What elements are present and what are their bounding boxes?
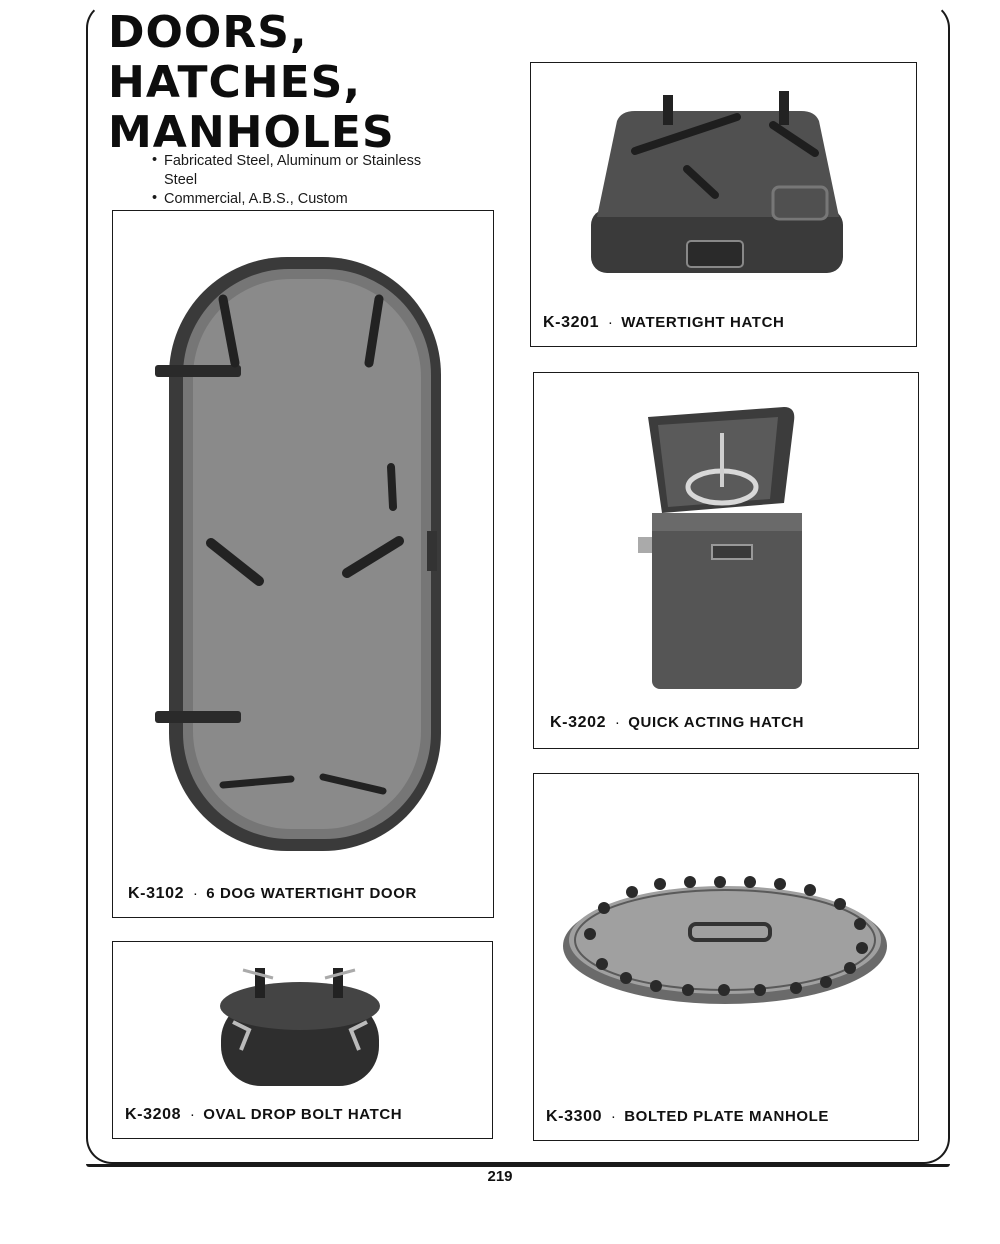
watertight-door-photo xyxy=(151,251,451,861)
product-code: K-3202 xyxy=(550,714,607,731)
product-panel-door xyxy=(112,210,494,918)
watertight-hatch-photo xyxy=(587,91,847,281)
product-code: K-3201 xyxy=(543,314,600,331)
bolted-plate-manhole-photo xyxy=(560,874,890,1008)
product-name: BOLTED PLATE MANHOLE xyxy=(624,1108,830,1125)
product-caption xyxy=(550,714,804,732)
quick-acting-hatch-photo xyxy=(638,403,808,693)
title-line: MANHOLES xyxy=(108,107,395,158)
product-name: QUICK ACTING HATCH xyxy=(628,714,805,731)
product-caption xyxy=(543,314,784,332)
product-caption xyxy=(546,1108,829,1126)
product-panel-watertight-hatch xyxy=(530,62,917,347)
page-number: 219 xyxy=(487,1168,513,1185)
caption-separator: · xyxy=(189,1106,196,1123)
feature-item: • Fabricated Steel, Aluminum or Stainless xyxy=(152,152,421,171)
caption-separator: · xyxy=(614,714,621,731)
caption-separator: · xyxy=(607,314,614,331)
product-caption xyxy=(128,885,417,903)
product-caption xyxy=(125,1106,402,1124)
product-code: K-3102 xyxy=(128,885,185,902)
oval-drop-bolt-hatch-photo xyxy=(215,962,385,1090)
product-panel-quick-acting-hatch xyxy=(533,372,919,749)
product-panel-oval-drop-bolt-hatch xyxy=(112,941,493,1139)
caption-separator: · xyxy=(192,885,199,902)
feature-item: • Commercial, A.B.S., Custom xyxy=(152,190,421,209)
product-name: OVAL DROP BOLT HATCH xyxy=(203,1106,403,1123)
feature-item-continued: Steel xyxy=(164,172,198,188)
product-name: WATERTIGHT HATCH xyxy=(621,314,785,331)
feature-list xyxy=(152,152,421,209)
product-panel-bolted-plate-manhole xyxy=(533,773,919,1141)
product-name: 6 DOG WATERTIGHT DOOR xyxy=(206,885,417,902)
page-title xyxy=(108,8,395,158)
product-code: K-3300 xyxy=(546,1108,603,1125)
product-code: K-3208 xyxy=(125,1106,182,1123)
title-line: DOORS, xyxy=(108,7,308,58)
title-line: HATCHES, xyxy=(108,57,362,108)
caption-separator: · xyxy=(610,1108,617,1125)
